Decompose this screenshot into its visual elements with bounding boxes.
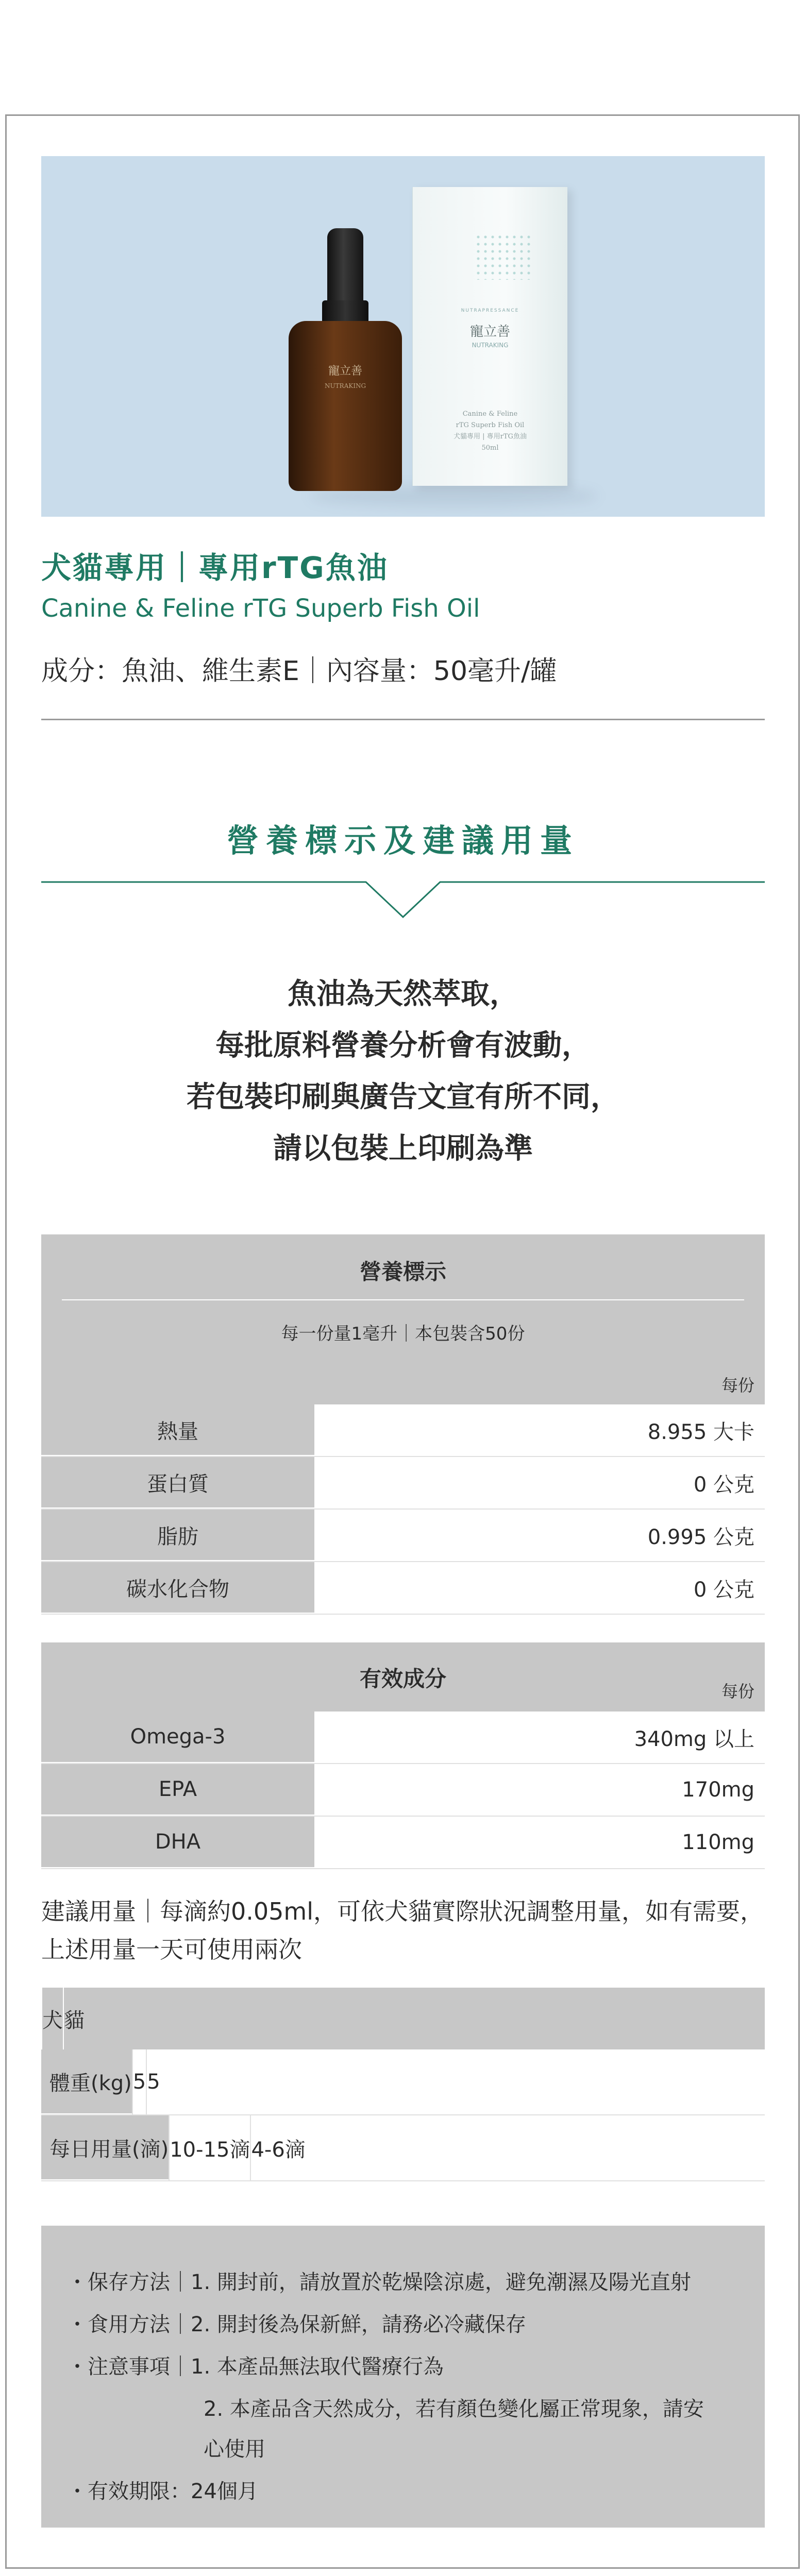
dosage-header bbox=[41, 1988, 765, 2049]
header-cell-dog: 犬 bbox=[41, 1988, 63, 2049]
notice-line: 魚油為天然萃取， bbox=[288, 977, 518, 1011]
header-line bbox=[62, 1299, 744, 1300]
row-value: 8.955 大卡 bbox=[314, 1404, 765, 1456]
dropper-cap bbox=[327, 228, 363, 306]
table-row bbox=[41, 2115, 765, 2181]
table-row bbox=[41, 1562, 765, 1615]
notice-line: 每批原料營養分析會有波動， bbox=[215, 1029, 591, 1062]
amber-bottle bbox=[289, 321, 402, 491]
expiry: ・有效期限：24個月 bbox=[67, 2480, 258, 2503]
storage-method: ・保存方法｜1. 開封前，請放置於乾燥陰涼處，避免潮濕及陽光直射 bbox=[67, 2270, 691, 2294]
dosage-table bbox=[41, 1988, 765, 2181]
row-value: 170mg bbox=[314, 1764, 765, 1816]
per-serving-label: 每份 bbox=[721, 1376, 754, 1395]
box-brand-sub: NUTRAKING bbox=[472, 342, 509, 349]
row-label: 蛋白質 bbox=[41, 1457, 314, 1509]
dog-value: 10-15滴 bbox=[169, 2115, 250, 2180]
table-row bbox=[41, 1457, 765, 1510]
product-title-en: Canine & Feline rTG Superb Fish Oil bbox=[41, 594, 480, 623]
box-description bbox=[413, 409, 567, 454]
row-value: 0 公克 bbox=[314, 1457, 765, 1509]
nutrition-table bbox=[41, 1234, 765, 1615]
row-label: EPA bbox=[41, 1764, 314, 1816]
bottle-label bbox=[304, 362, 387, 389]
table-row bbox=[41, 2049, 765, 2115]
row-value: 0 公克 bbox=[314, 1562, 765, 1614]
section-title: 營養標示及建議用量 bbox=[226, 822, 579, 859]
divider-line bbox=[41, 719, 765, 720]
row-value: 0.995 公克 bbox=[314, 1510, 765, 1561]
nutrition-header bbox=[41, 1234, 765, 1404]
per-serving-label: 每份 bbox=[721, 1682, 754, 1701]
table-row bbox=[41, 1404, 765, 1457]
row-label: DHA bbox=[41, 1817, 314, 1868]
row-label: 每日用量(滴) bbox=[41, 2115, 169, 2180]
product-photo bbox=[41, 156, 765, 517]
row-label: 體重(kg) bbox=[41, 2049, 132, 2114]
notice-text bbox=[0, 969, 806, 1175]
row-label: Omega-3 bbox=[41, 1711, 314, 1763]
cat-value: 4-6滴 bbox=[250, 2115, 305, 2180]
box-dot-pattern bbox=[475, 233, 531, 280]
bottle-brand: 寵立善 bbox=[328, 365, 362, 378]
effective-title: 有效成分 bbox=[359, 1666, 446, 1691]
table-row bbox=[41, 1764, 765, 1817]
usage-line: 上述用量一天可使用兩次 bbox=[41, 1936, 302, 1963]
header-cell-cat: 貓 bbox=[63, 1988, 85, 2049]
notice-line: 請以包裝上印刷為準 bbox=[273, 1132, 533, 1165]
effective-header bbox=[41, 1642, 765, 1711]
bottle-brand-sub: NUTRAKING bbox=[324, 382, 366, 389]
caution-2-cont: 心使用 bbox=[204, 2437, 265, 2461]
dog-value: 5 bbox=[132, 2049, 146, 2114]
notice-line: 若包裝印刷與廣告文宣有所不同， bbox=[187, 1080, 619, 1114]
info-box bbox=[41, 2226, 765, 2528]
nutrition-serving: 每一份量1毫升｜本包裝含50份 bbox=[281, 1324, 525, 1344]
box-desc-line: Canine & Feline bbox=[462, 410, 518, 418]
eating-method: ・食用方法｜2. 開封後為保新鮮，請務必冷藏保存 bbox=[67, 2313, 526, 2336]
table-row bbox=[41, 1817, 765, 1869]
box-brand-top: NUTRAPRESSANCE bbox=[461, 308, 519, 313]
section-divider bbox=[41, 878, 765, 920]
effective-ingredients-table bbox=[41, 1642, 765, 1869]
nutrition-title: 營養標示 bbox=[359, 1259, 446, 1284]
usage-line: 建議用量｜每滴約0.05ml，可依犬貓實際狀況調整用量，如有需要， bbox=[41, 1897, 764, 1925]
product-box bbox=[412, 187, 567, 486]
cat-value: 5 bbox=[146, 2049, 160, 2114]
row-value: 110mg bbox=[314, 1817, 765, 1868]
box-brand: 寵立善 bbox=[469, 324, 510, 340]
row-label: 碳水化合物 bbox=[41, 1562, 314, 1614]
caution-2: 2. 本產品含天然成分，若有顏色變化屬正常現象，請安 bbox=[204, 2397, 704, 2421]
usage-text bbox=[41, 1892, 773, 1969]
row-label: 熱量 bbox=[41, 1404, 314, 1456]
product-title-zh: 犬貓專用｜專用rTG魚油 bbox=[41, 550, 389, 585]
box-desc-line: 犬貓專用 | 專用rTG魚油 bbox=[454, 433, 527, 440]
table-row bbox=[41, 1510, 765, 1562]
box-desc-line: 50ml bbox=[481, 444, 499, 452]
table-row bbox=[41, 1711, 765, 1764]
box-desc-line: rTG Superb Fish Oil bbox=[456, 421, 525, 429]
row-label: 脂肪 bbox=[41, 1510, 314, 1561]
row-value: 340mg 以上 bbox=[314, 1711, 765, 1763]
caution-1: ・注意事項｜1. 本產品無法取代醫療行為 bbox=[67, 2355, 444, 2379]
product-spec: 成分：魚油、維生素E｜內容量：50毫升/罐 bbox=[41, 656, 557, 687]
